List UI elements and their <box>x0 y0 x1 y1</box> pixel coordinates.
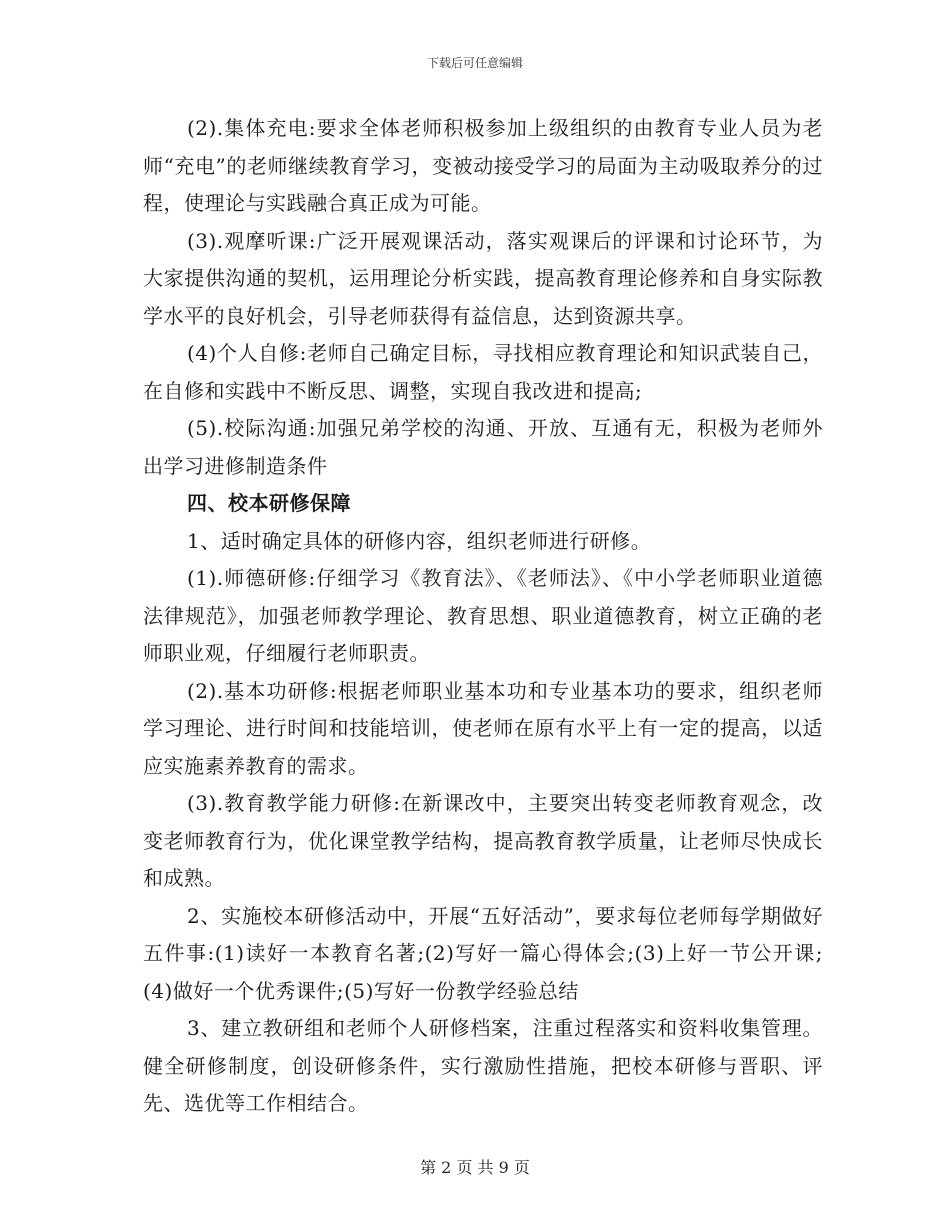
paragraph-collective-charging: (2).集体充电:要求全体老师积极参加上级组织的由教育专业人员为老师“充电”的老师继续教育学习，变被动接受学习的局面为主动吸取养分的过程，使理论与实践融合真正成为可能。 <box>143 116 823 215</box>
document-body <box>143 110 823 1123</box>
paragraph-ethics-training: (1).师德研修:仔细学习《教育法》、《老师法》、《中小学老师职业道德法律规范》，加强老师教学理论、教育思想、职业道德教育，树立正确的老师职业观，仔细履行老师职责。 <box>143 566 823 665</box>
page-header: 下载后可任意编辑 <box>426 56 523 70</box>
paragraph-item-3: 3、建立教研组和老师个人研修档案，注重过程落实和资料收集管理。健全研修制度，创设研修条件，实行激励性措施，把校本研修与晋职、评先、选优等工作相结合。 <box>143 1016 823 1115</box>
paragraph-item-1: 1、适时确定具体的研修内容，组织老师进行研修。 <box>187 528 652 553</box>
paragraph-observation-lessons: (3).观摩听课:广泛开展观课活动，落实观课后的评课和讨论环节，为大家提供沟通的契机，运用理论分析实践，提高教育理论修养和自身实际教学水平的良好机会，引导老师获得有益信息，达到资源共享。 <box>143 228 823 328</box>
section-heading-guarantee: 四、校本研修保障 <box>187 491 351 515</box>
paragraph-inter-school-communication: (5).校际沟通:加强兄弟学校的沟通、开放、互通有无，积极为老师外出学习进修制造条件 <box>143 416 823 478</box>
paragraph-item-2: 2、实施校本研修活动中，开展“五好活动”，要求每位老师每学期做好五件事:(1)读好一本教育名著;(2)写好一篇心得体会;(3)上好一节公开课;(4)做好一个优秀课件;(5)写好一份教学经验总结 <box>143 903 823 1003</box>
paragraph-self-study: (4)个人自修:老师自己确定目标，寻找相应教育理论和知识武装自己，在自修和实践中不断反思、调整，实现自我改进和提高; <box>143 341 823 403</box>
paragraph-teaching-ability-training: (3).教育教学能力研修:在新课改中，主要突出转变老师教育观念，改变老师教育行为，优化课堂教学结构，提高教育教学质量，让老师尽快成长和成熟。 <box>143 791 823 890</box>
paragraph-basic-skills-training: (2).基本功研修:根据老师职业基本功和专业基本功的要求，组织老师学习理论、进行时间和技能培训，使老师在原有水平上有一定的提高，以适应实施素养教育的需求。 <box>143 678 823 778</box>
page-number-footer: 第 2 页 共 9 页 <box>420 1158 530 1177</box>
